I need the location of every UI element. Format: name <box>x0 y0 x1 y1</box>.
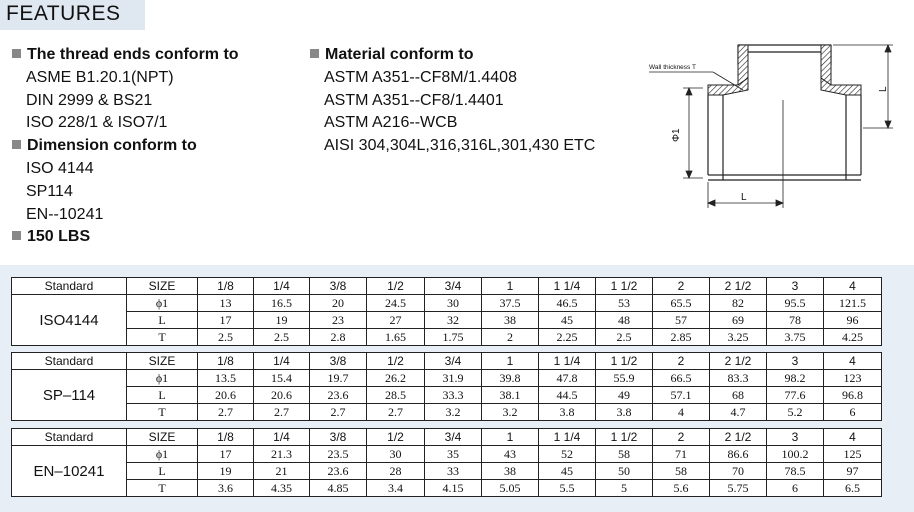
table-cell: 78.5 <box>767 463 824 480</box>
row-label-cell: ϕ1 <box>127 370 198 387</box>
feature-item <box>310 90 595 113</box>
table-cell: 28.5 <box>367 387 425 404</box>
size-value-cell: 1 1/2 <box>596 353 653 370</box>
feature-item <box>310 112 595 135</box>
size-value-cell: 1 1/2 <box>596 278 653 295</box>
table-cell: 95.5 <box>767 295 824 312</box>
size-value-cell: 1 <box>482 353 539 370</box>
table-cell: 52 <box>539 446 596 463</box>
table-cell: 20.6 <box>198 387 254 404</box>
table-cell: 3.75 <box>767 329 824 346</box>
features-right-list <box>310 44 595 158</box>
table-cell: 3.4 <box>367 480 425 497</box>
table-cell: 100.2 <box>767 446 824 463</box>
feature-text: AISI 304,304L,316,316L,301,430 ETC <box>324 137 596 155</box>
table-cell: 23 <box>310 312 367 329</box>
tee-outline <box>708 45 861 180</box>
table-cell: 86.6 <box>710 446 767 463</box>
table-cell: 21.3 <box>254 446 310 463</box>
size-value-cell: 1 1/4 <box>539 353 596 370</box>
size-value-cell: 1 1/4 <box>539 429 596 446</box>
features-title: FEATURES <box>6 2 121 25</box>
feature-item <box>12 90 239 113</box>
feature-text: ASME B1.20.1(NPT) <box>26 68 174 86</box>
table-cell: 3.2 <box>482 404 539 421</box>
table-cell: 96.8 <box>824 387 882 404</box>
table-cell: 6 <box>767 480 824 497</box>
size-value-cell: 3 <box>767 429 824 446</box>
size-value-cell: 4 <box>824 429 882 446</box>
table-cell: 5.6 <box>653 480 710 497</box>
table-cell: 58 <box>596 446 653 463</box>
row-label-cell: L <box>127 312 198 329</box>
features-left-list <box>12 44 239 249</box>
table-cell: 47.8 <box>539 370 596 387</box>
table-cell: 5 <box>596 480 653 497</box>
table-cell: 77.6 <box>767 387 824 404</box>
table-cell: 71 <box>653 446 710 463</box>
size-value-cell: 1/8 <box>198 353 254 370</box>
table-cell: 1.65 <box>367 329 425 346</box>
size-value-cell: 3/4 <box>425 353 482 370</box>
table-cell: 3.2 <box>425 404 482 421</box>
table-cell: 43 <box>482 446 539 463</box>
standard-name-cell: ISO4144 <box>12 295 127 346</box>
table-cell: 30 <box>367 446 425 463</box>
table-cell: 2.7 <box>367 404 425 421</box>
table-cell: 4.85 <box>310 480 367 497</box>
table-cell: 4.35 <box>254 480 310 497</box>
table-cell: 1.75 <box>425 329 482 346</box>
size-value-cell: 1 1/2 <box>596 429 653 446</box>
diameter-label: Φ1 <box>671 128 682 142</box>
size-value-cell: 2 <box>653 429 710 446</box>
table-cell: 68 <box>710 387 767 404</box>
table-cell: 58 <box>653 463 710 480</box>
length-l-label: L <box>741 192 747 203</box>
size-value-cell: 3/4 <box>425 429 482 446</box>
table-row <box>12 370 882 387</box>
table-header-row <box>12 429 882 446</box>
table-cell: 2.85 <box>653 329 710 346</box>
size-value-cell: 1/4 <box>254 278 310 295</box>
table-cell: 5.75 <box>710 480 767 497</box>
table-cell: 45 <box>539 463 596 480</box>
feature-heading <box>12 226 239 249</box>
size-value-cell: 1/2 <box>367 278 425 295</box>
standard-header-cell: Standard <box>12 278 127 295</box>
table-cell: 35 <box>425 446 482 463</box>
table-cell: 5.5 <box>539 480 596 497</box>
bullet-square-icon <box>12 140 21 149</box>
feature-item <box>12 204 239 227</box>
feature-heading <box>12 135 239 158</box>
table-cell: 3.25 <box>710 329 767 346</box>
table-cell: 3.8 <box>596 404 653 421</box>
row-label-cell: L <box>127 463 198 480</box>
feature-heading <box>310 44 595 67</box>
bullet-square-icon <box>310 49 319 58</box>
table-cell: 4.7 <box>710 404 767 421</box>
table-cell: 33.3 <box>425 387 482 404</box>
table-row <box>12 295 882 312</box>
standard-header-cell: Standard <box>12 429 127 446</box>
feature-text: SP114 <box>26 182 73 200</box>
table-row <box>12 404 882 421</box>
table-cell: 57.1 <box>653 387 710 404</box>
size-value-cell: 2 1/2 <box>710 353 767 370</box>
table-header-row <box>12 353 882 370</box>
row-label-cell: ϕ1 <box>127 446 198 463</box>
table-cell: 13.5 <box>198 370 254 387</box>
size-value-cell: 1 1/4 <box>539 278 596 295</box>
standard-name-cell: SP–114 <box>12 370 127 421</box>
table-cell: 24.5 <box>367 295 425 312</box>
table-cell: 6 <box>824 404 882 421</box>
feature-text: DIN 2999 & BS21 <box>26 91 153 109</box>
table-cell: 4 <box>653 404 710 421</box>
size-value-cell: 3/4 <box>425 278 482 295</box>
size-value-cell: 2 <box>653 353 710 370</box>
table-cell: 4.15 <box>425 480 482 497</box>
table-cell: 4.25 <box>824 329 882 346</box>
table-cell: 46.5 <box>539 295 596 312</box>
bullet-square-icon <box>12 231 21 240</box>
size-value-cell: 3/8 <box>310 353 367 370</box>
feature-text: ISO 4144 <box>26 159 94 177</box>
table-cell: 16.5 <box>254 295 310 312</box>
table-cell: 23.6 <box>310 387 367 404</box>
size-value-cell: 1/4 <box>254 353 310 370</box>
table-cell: 97 <box>824 463 882 480</box>
bullet-square-icon <box>12 49 21 58</box>
table-cell: 39.8 <box>482 370 539 387</box>
size-value-cell: 3 <box>767 353 824 370</box>
feature-text: ISO 228/1 & ISO7/1 <box>26 114 168 132</box>
feature-text: ASTM A351--CF8M/1.4408 <box>324 68 517 86</box>
table-header-row <box>12 278 882 295</box>
feature-heading <box>12 44 239 67</box>
feature-item <box>12 112 239 135</box>
table-cell: 66.5 <box>653 370 710 387</box>
size-header-cell: SIZE <box>127 353 198 370</box>
size-value-cell: 1/2 <box>367 353 425 370</box>
table-cell: 30 <box>425 295 482 312</box>
table-cell: 50 <box>596 463 653 480</box>
size-value-cell: 4 <box>824 353 882 370</box>
table-cell: 83.3 <box>710 370 767 387</box>
size-value-cell: 3 <box>767 278 824 295</box>
table-cell: 48 <box>596 312 653 329</box>
table-cell: 28 <box>367 463 425 480</box>
dimension-table <box>11 277 882 346</box>
dimension-table <box>11 352 882 421</box>
feature-item <box>12 67 239 90</box>
row-label-cell: L <box>127 387 198 404</box>
table-cell: 23.6 <box>310 463 367 480</box>
size-value-cell: 1/4 <box>254 429 310 446</box>
table-cell: 27 <box>367 312 425 329</box>
table-cell: 125 <box>824 446 882 463</box>
feature-item <box>12 181 239 204</box>
size-value-cell: 3/8 <box>310 429 367 446</box>
row-label-cell: T <box>127 480 198 497</box>
table-cell: 38 <box>482 312 539 329</box>
table-cell: 33 <box>425 463 482 480</box>
row-label-cell: T <box>127 329 198 346</box>
table-cell: 31.9 <box>425 370 482 387</box>
table-cell: 123 <box>824 370 882 387</box>
dimension-tables-panel <box>0 265 914 512</box>
table-cell: 96 <box>824 312 882 329</box>
table-cell: 17 <box>198 312 254 329</box>
table-cell: 45 <box>539 312 596 329</box>
size-value-cell: 1/8 <box>198 278 254 295</box>
table-cell: 23.5 <box>310 446 367 463</box>
row-label-cell: ϕ1 <box>127 295 198 312</box>
table-cell: 57 <box>653 312 710 329</box>
table-cell: 32 <box>425 312 482 329</box>
table-cell: 98.2 <box>767 370 824 387</box>
size-value-cell: 2 <box>653 278 710 295</box>
table-cell: 38 <box>482 463 539 480</box>
table-cell: 69 <box>710 312 767 329</box>
size-header-cell: SIZE <box>127 278 198 295</box>
table-cell: 2.7 <box>198 404 254 421</box>
size-value-cell: 1 <box>482 429 539 446</box>
tee-fitting-diagram <box>643 40 903 220</box>
size-header-cell: SIZE <box>127 429 198 446</box>
feature-text: Dimension conform to <box>27 137 197 155</box>
table-cell: 2 <box>482 329 539 346</box>
row-label-cell: T <box>127 404 198 421</box>
table-cell: 2.5 <box>596 329 653 346</box>
table-cell: 19 <box>254 312 310 329</box>
table-cell: 3.6 <box>198 480 254 497</box>
table-cell: 82 <box>710 295 767 312</box>
feature-text: ASTM A216--WCB <box>324 114 458 132</box>
table-cell: 20.6 <box>254 387 310 404</box>
table-cell: 19.7 <box>310 370 367 387</box>
feature-text: 150 LBS <box>27 228 91 246</box>
height-l-label: L <box>878 86 889 92</box>
standard-name-cell: EN–10241 <box>12 446 127 497</box>
table-cell: 55.9 <box>596 370 653 387</box>
feature-text: Material conform to <box>325 46 474 63</box>
table-cell: 2.7 <box>254 404 310 421</box>
table-cell: 17 <box>198 446 254 463</box>
table-cell: 53 <box>596 295 653 312</box>
table-cell: 44.5 <box>539 387 596 404</box>
table-cell: 13 <box>198 295 254 312</box>
size-value-cell: 3/8 <box>310 278 367 295</box>
table-cell: 49 <box>596 387 653 404</box>
table-cell: 3.8 <box>539 404 596 421</box>
table-cell: 5.2 <box>767 404 824 421</box>
table-cell: 2.8 <box>310 329 367 346</box>
feature-text: The thread ends conform to <box>27 46 239 63</box>
table-cell: 15.4 <box>254 370 310 387</box>
standard-header-cell: Standard <box>12 353 127 370</box>
table-cell: 2.7 <box>310 404 367 421</box>
dimension-table <box>11 428 882 497</box>
table-row <box>12 312 882 329</box>
feature-item <box>310 67 595 90</box>
table-cell: 26.2 <box>367 370 425 387</box>
table-cell: 20 <box>310 295 367 312</box>
table-cell: 6.5 <box>824 480 882 497</box>
table-cell: 65.5 <box>653 295 710 312</box>
table-cell: 78 <box>767 312 824 329</box>
feature-item <box>310 135 595 158</box>
table-row <box>12 446 882 463</box>
table-row <box>12 463 882 480</box>
size-value-cell: 1/8 <box>198 429 254 446</box>
table-row <box>12 387 882 404</box>
table-row <box>12 480 882 497</box>
feature-item <box>12 158 239 181</box>
feature-text: EN--10241 <box>26 205 104 223</box>
size-value-cell: 1/2 <box>367 429 425 446</box>
size-value-cell: 2 1/2 <box>710 429 767 446</box>
wall-thickness-label: Wall thickness T <box>649 64 696 71</box>
table-cell: 2.5 <box>198 329 254 346</box>
size-value-cell: 1 <box>482 278 539 295</box>
table-cell: 121.5 <box>824 295 882 312</box>
table-cell: 70 <box>710 463 767 480</box>
table-row <box>12 329 882 346</box>
table-cell: 2.5 <box>254 329 310 346</box>
size-value-cell: 4 <box>824 278 882 295</box>
table-cell: 5.05 <box>482 480 539 497</box>
features-header <box>0 0 145 30</box>
table-cell: 21 <box>254 463 310 480</box>
table-cell: 37.5 <box>482 295 539 312</box>
table-cell: 38.1 <box>482 387 539 404</box>
feature-text: ASTM A351--CF8/1.4401 <box>324 91 504 109</box>
table-cell: 2.25 <box>539 329 596 346</box>
table-cell: 19 <box>198 463 254 480</box>
size-value-cell: 2 1/2 <box>710 278 767 295</box>
